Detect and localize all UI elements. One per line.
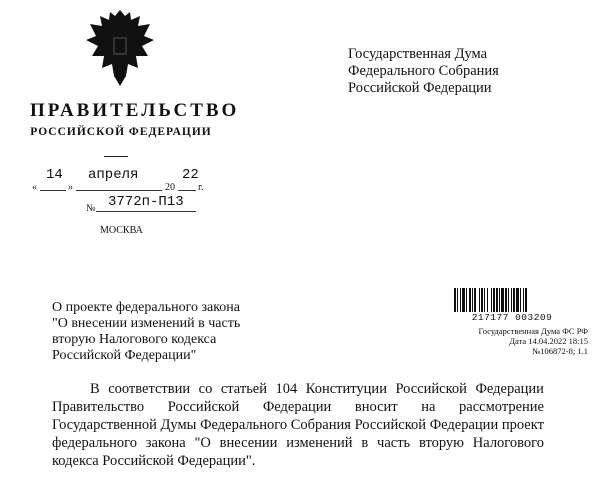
body-word: Российской <box>167 399 240 415</box>
body-text <box>52 380 544 470</box>
subject <box>52 300 292 364</box>
barcode-bar <box>525 288 527 314</box>
subject-line: "О внесении изменений в часть <box>52 316 241 331</box>
body-word: в <box>361 435 369 451</box>
addressee <box>348 46 528 97</box>
body-word: закона <box>145 435 186 451</box>
document-number: 3772п-П13 <box>108 194 184 210</box>
barcode-bar <box>511 288 512 314</box>
date-year: 22 <box>182 167 199 183</box>
barcode-bar <box>487 288 488 314</box>
addressee-line: Федерального Собрания <box>348 63 499 79</box>
body-word: вторую <box>418 435 464 451</box>
body-line <box>52 398 544 416</box>
date-close-quote: » <box>68 182 73 193</box>
body-word: вносит <box>354 399 398 415</box>
barcode-bar <box>501 288 504 314</box>
body-word: "О <box>194 435 211 451</box>
body-word: соответствии <box>108 381 191 397</box>
barcode-bar <box>520 288 521 314</box>
document-number-label: № <box>86 203 96 214</box>
subject-line: О проекте федерального закона <box>52 300 241 315</box>
body-word: Российской <box>354 417 427 433</box>
government-title: ПРАВИТЕЛЬСТВО <box>30 100 240 121</box>
body-word: федерального <box>52 435 137 451</box>
body-word: Правительство <box>52 399 145 415</box>
body-word: статьей <box>220 381 267 397</box>
body-word: Государственной <box>52 417 157 433</box>
header-divider <box>104 156 128 157</box>
body-word: изменений <box>286 435 353 451</box>
body-word: Собрания <box>290 417 351 433</box>
barcode-bar <box>523 288 524 314</box>
barcode-bar <box>491 288 492 314</box>
body-word: часть <box>377 435 411 451</box>
barcode-bar <box>454 288 456 314</box>
stamp-line: №106872-8; 1.1 <box>532 346 588 356</box>
body-word: 104 <box>275 381 298 397</box>
registration-stamp <box>440 326 588 356</box>
date-open-quote: « <box>32 182 37 193</box>
barcode-bar <box>499 288 500 314</box>
barcode-bar <box>484 288 485 314</box>
body-word: внесении <box>219 435 278 451</box>
barcode-bar <box>466 288 467 314</box>
date-month: апреля <box>88 167 139 183</box>
barcode-number: 217177 003209 <box>452 312 572 323</box>
barcode-bar <box>462 288 465 314</box>
body-word: Федерации <box>262 399 332 415</box>
body-line <box>52 416 544 434</box>
government-subtitle: РОССИЙСКОЙ ФЕДЕРАЦИИ <box>30 126 212 138</box>
body-line <box>52 434 544 452</box>
barcode-bar <box>479 288 480 314</box>
barcode-bar <box>505 288 507 314</box>
date-century: 20 <box>165 182 175 193</box>
subject-line: Российской Федерации" <box>52 348 197 363</box>
barcode-bar <box>508 288 509 314</box>
barcode-bar <box>493 288 495 314</box>
body-word: В <box>90 381 100 397</box>
barcode-bar <box>513 288 515 314</box>
body-word: проект <box>501 417 544 433</box>
coat-of-arms-emblem <box>84 8 156 88</box>
city: МОСКВА <box>100 225 143 236</box>
addressee-line: Государственная Дума <box>348 46 488 62</box>
date-day: 14 <box>46 167 63 183</box>
body-word: Налогового <box>472 435 544 451</box>
body-line: кодекса Российской Федерации". <box>52 453 256 469</box>
barcode-bar <box>460 288 461 314</box>
date-year-suffix: г. <box>198 182 204 193</box>
body-word: Федерального <box>200 417 288 433</box>
barcode-bar <box>481 288 483 314</box>
barcode-bar <box>457 288 458 314</box>
barcode-bar <box>472 288 473 314</box>
subject-line: вторую Налогового кодекса <box>52 332 217 347</box>
body-word: со <box>198 381 213 397</box>
barcode-bar <box>469 288 471 314</box>
body-word: Российской <box>395 381 467 397</box>
addressee-line: Российской Федерации <box>348 80 492 96</box>
body-word: Конституции <box>305 381 387 397</box>
body-word: Думы <box>160 417 197 433</box>
body-word: Федерации <box>429 417 499 433</box>
body-word: Федерации <box>475 381 544 397</box>
barcode-bar <box>474 288 476 314</box>
stamp-line: Государственная Дума ФС РФ <box>478 326 588 336</box>
body-word: на <box>421 399 436 415</box>
barcode-bar <box>496 288 498 314</box>
stamp-line: Дата 14.04.2022 18:15 <box>509 336 588 346</box>
body-word: рассмотрение <box>459 399 544 415</box>
body-line <box>52 380 544 398</box>
barcode-bar <box>516 288 519 314</box>
